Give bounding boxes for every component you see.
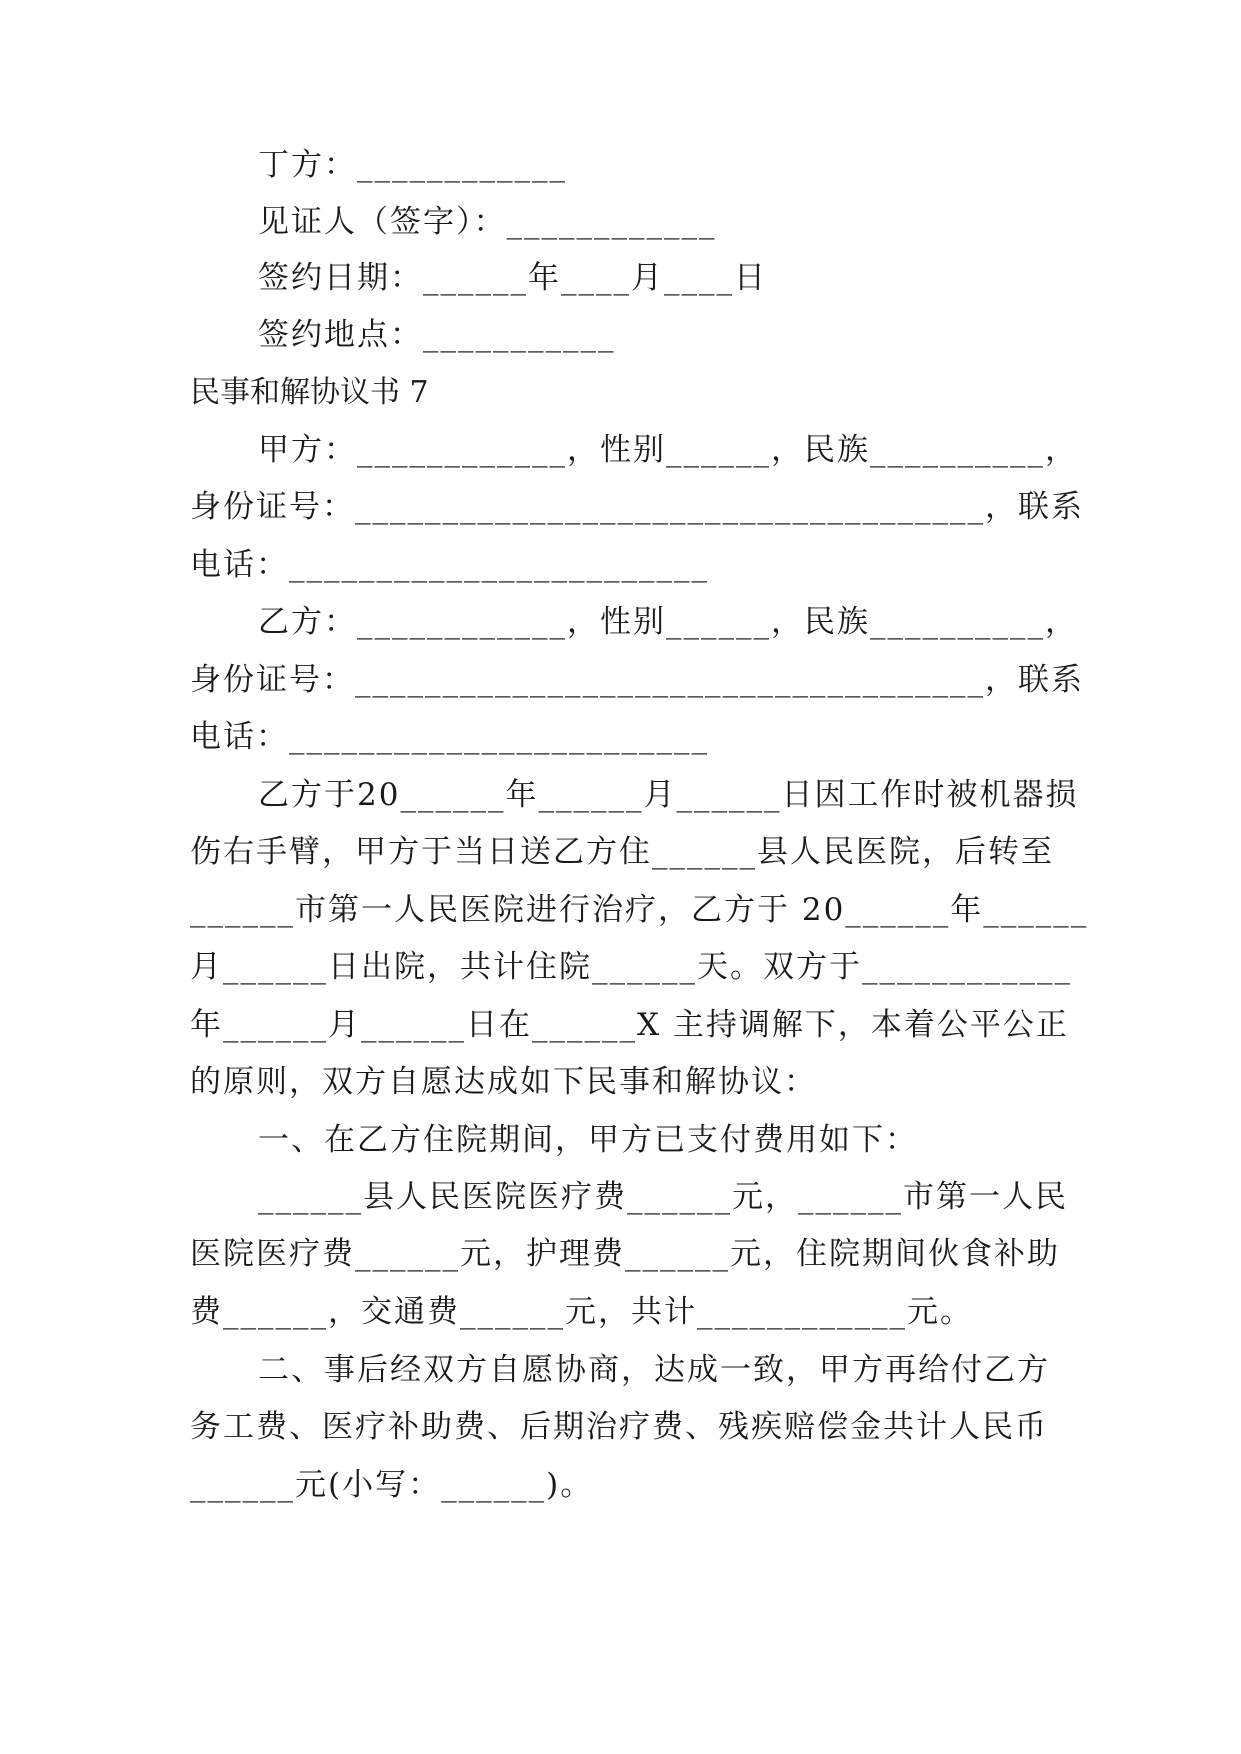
party-ding-line: 丁方：____________ <box>258 147 567 183</box>
paragraph-line: 乙方于20______年______月______日因工作时被机器损 <box>258 777 1079 813</box>
paragraph-line: ______元(小写：______)。 <box>190 1467 594 1503</box>
sign-date-line: 签约日期：______年____月____日 <box>258 260 767 296</box>
party-a-phone-line: 电话：________________________ <box>190 547 709 583</box>
paragraph-line: 月______日出院，共计住院______天。双方于____________ <box>190 949 1072 985</box>
witness-line: 见证人（签字）：____________ <box>258 204 717 240</box>
party-b-phone-line: 电话：________________________ <box>190 719 709 755</box>
party-b-id-line: 身份证号：____________________________________，联系 <box>190 662 1084 698</box>
paragraph-line: ______市第一人民医院进行治疗，乙方于 20______年______ <box>190 892 1089 928</box>
paragraph-line: 年______月______日在______X 主持调解下，本着公平公正 <box>190 1007 1069 1043</box>
paragraph-line: 的原则，双方自愿达成如下民事和解协议： <box>190 1064 817 1100</box>
paragraph-line: 医院医疗费______元，护理费______元，住院期间伙食补助 <box>190 1236 1060 1272</box>
party-b-line: 乙方：____________，性别______，民族__________， <box>258 604 1078 640</box>
party-a-line: 甲方：____________，性别______，民族__________， <box>258 432 1078 468</box>
clause-two-line: 二、事后经双方自愿协商，达成一致，甲方再给付乙方 <box>258 1352 1050 1388</box>
paragraph-line: 务工费、医疗补助费、后期治疗费、残疾赔偿金共计人民币 <box>190 1409 1048 1445</box>
section-title: 民事和解协议书 7 <box>190 375 429 410</box>
paragraph-line: ______县人民医院医疗费______元，______市第一人民 <box>258 1179 1068 1215</box>
sign-place-line: 签约地点：___________ <box>258 317 616 353</box>
party-a-id-line: 身份证号：____________________________________，联系 <box>190 489 1084 525</box>
clause-one-heading: 一、在乙方住院期间，甲方已支付费用如下： <box>258 1122 918 1158</box>
paragraph-line: 伤右手臂，甲方于当日送乙方住______县人民医院，后转至 <box>190 834 1054 870</box>
paragraph-line: 费______，交通费______元，共计____________元。 <box>190 1294 973 1330</box>
